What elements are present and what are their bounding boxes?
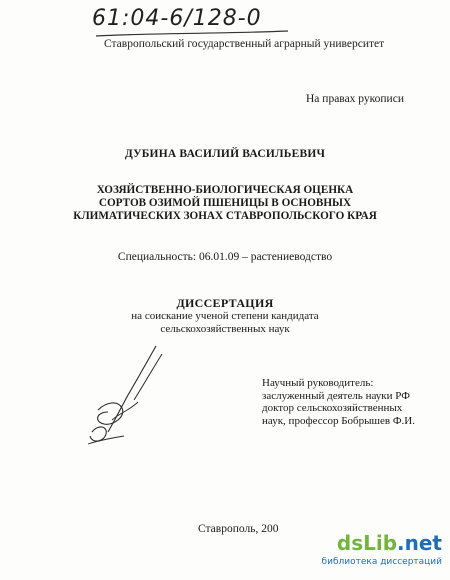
dslib-logo: dsLib.net (336, 531, 442, 555)
specialty: Специальность: 06.01.09 – растениеводство (117, 251, 333, 263)
supervisor-line: доктор сельскохозяйственных (262, 402, 403, 414)
supervisor-line: Научный руководитель: (262, 377, 374, 389)
handwritten-catalog-code (92, 6, 292, 40)
title-line: КЛИМАТИЧЕСКИХ ЗОНАХ СТАВРОПОЛЬСКОГО КРАЯ (73, 210, 377, 222)
dissertation-heading: ДИССЕРТАЦИЯ (176, 296, 274, 310)
degree-line: сельскохозяйственных наук (160, 323, 290, 335)
degree-line: на соискание ученой степени кандидата (131, 310, 319, 322)
handwritten-signature (78, 340, 188, 450)
title-line: ХОЗЯЙСТВЕННО-БИОЛОГИЧЕСКАЯ ОЦЕНКА (96, 184, 354, 196)
dslib-watermark (321, 531, 442, 575)
supervisor-line: заслуженный деятель науки РФ (262, 389, 410, 402)
rights-note: На правах рукописи (306, 93, 404, 105)
title-line: СОРТОВ ОЗИМОЙ ПШЕНИЦЫ В ОСНОВНЫХ (98, 197, 352, 209)
author-name: ДУБИНА ВАСИЛИЙ ВАСИЛЬЕВИЧ (124, 148, 326, 160)
dissertation-title (0, 184, 450, 223)
dslib-caption: библиотека диссертаций (321, 557, 442, 567)
dissertation-degree (0, 310, 450, 336)
supervisor-line: наук, профессор Бобрышев Ф.И. (262, 414, 415, 427)
city-and-year: Ставрополь, 200 (198, 523, 279, 535)
scientific-supervisor (262, 377, 415, 427)
catalog-code-text: 61:04-6/128-0 (92, 6, 262, 31)
university-name: Ставропольский государственный аграрный университет (104, 38, 385, 50)
catalog-code-underline (92, 6, 292, 40)
